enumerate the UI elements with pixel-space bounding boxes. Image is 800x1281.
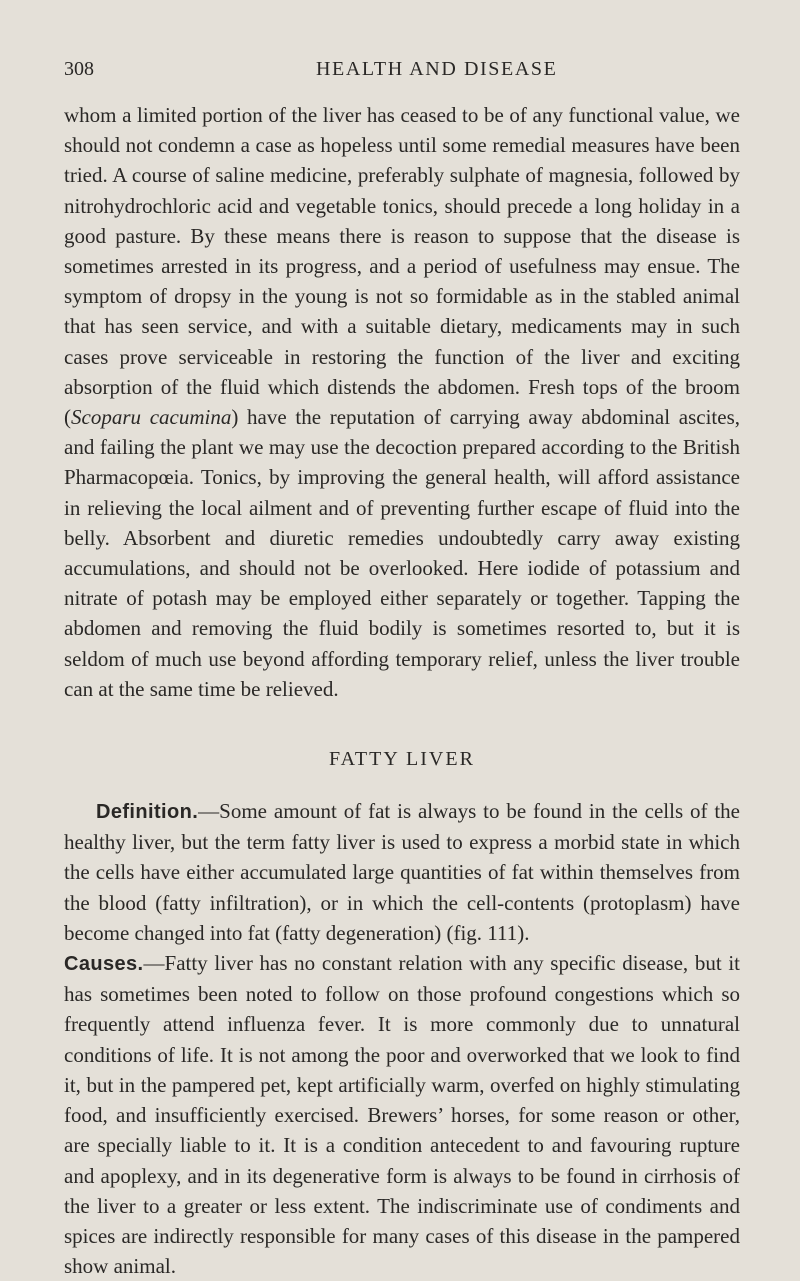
page-header: [64, 58, 740, 88]
definition-text: —Some amount of fat is always to be found in the cells of the healthy liver, but the term fatty liver is used to express a morbid state in which the cells have either accumulated large quantities of fat within themselves from the blood (fatty infiltration), or in which the cell-contents (protoplasm) have become changed into fat (fatty degeneration) (fig. 111).: [64, 799, 740, 945]
paragraph-text: whom a limited portion of the liver has ceased to be of any functional value, we should not condemn a case as hopeless until some remedial measures have been tried. A course of saline medicine, preferably sulphate of magnesia, followed by nitrohydrochloric acid and vegetable tonics, should precede a long holiday in a good pasture. By these means there is reason to suppose that the disease is sometimes arrested in its progress, and a period of usefulness may ensue. The symptom of dropsy in the young is not so formidable as in the stabled animal that has seen service, and with a suitable dietary, medicaments may in such cases prove serviceable in restoring the function of the liver and exciting absorption of the fluid which distends the abdomen. Fresh tops of the broom (: [64, 103, 740, 430]
paragraph-liver-treatment: [64, 100, 740, 704]
paragraph-definition: [64, 796, 740, 948]
paragraph-text: ) have the reputation of carrying away abdominal ascites, and failing the plant we may use the decoction prepared according to the British Pharmacopœia. Tonics, by improving the general health, will afford assistance in relieving the local ailment and of preventing further escape of fluid into the belly. Absorbent and diuretic remedies undoubtedly carry away existing accumulations, and should not be overlooked. Here iodide of potassium and nitrate of potash may be employed either separately or together. Tapping the abdomen and removing the fluid bodily is sometimes resorted to, but it is seldom of much use beyond affording temporary relief, unless the liver trouble can at the same time be relieved.: [64, 405, 741, 701]
page-number: 308: [64, 58, 94, 80]
latin-term: Scoparu cacumina: [71, 405, 232, 430]
definition-heading: Definition.: [96, 801, 199, 824]
running-head: HEALTH AND DISEASE: [316, 58, 558, 80]
section-title: FATTY LIVER: [329, 748, 475, 771]
causes-heading: Causes.: [64, 953, 144, 976]
paragraph-causes: [64, 948, 740, 1281]
causes-text: —Fatty liver has no constant relation with any specific disease, but it has sometimes been noted to follow on those profound congestions which so frequently attend influenza fever. It is more commonly due to unnatural conditions of life. It is not among the poor and overworked that we look to find it, but in the pampered pet, kept artificially warm, overfed on highly stimulating food, and insufficiently exercised. Brewers’ horses, for some reason or other, are specially liable to it. It is a condition antecedent to and favouring rupture and apoplexy, and in its degenerative form is always to be found in cirrhosis of the liver to a greater or less extent. The indiscriminate use of condiments and spices are indirectly responsible for many cases of this disease in the pampered show animal.: [64, 951, 740, 1279]
